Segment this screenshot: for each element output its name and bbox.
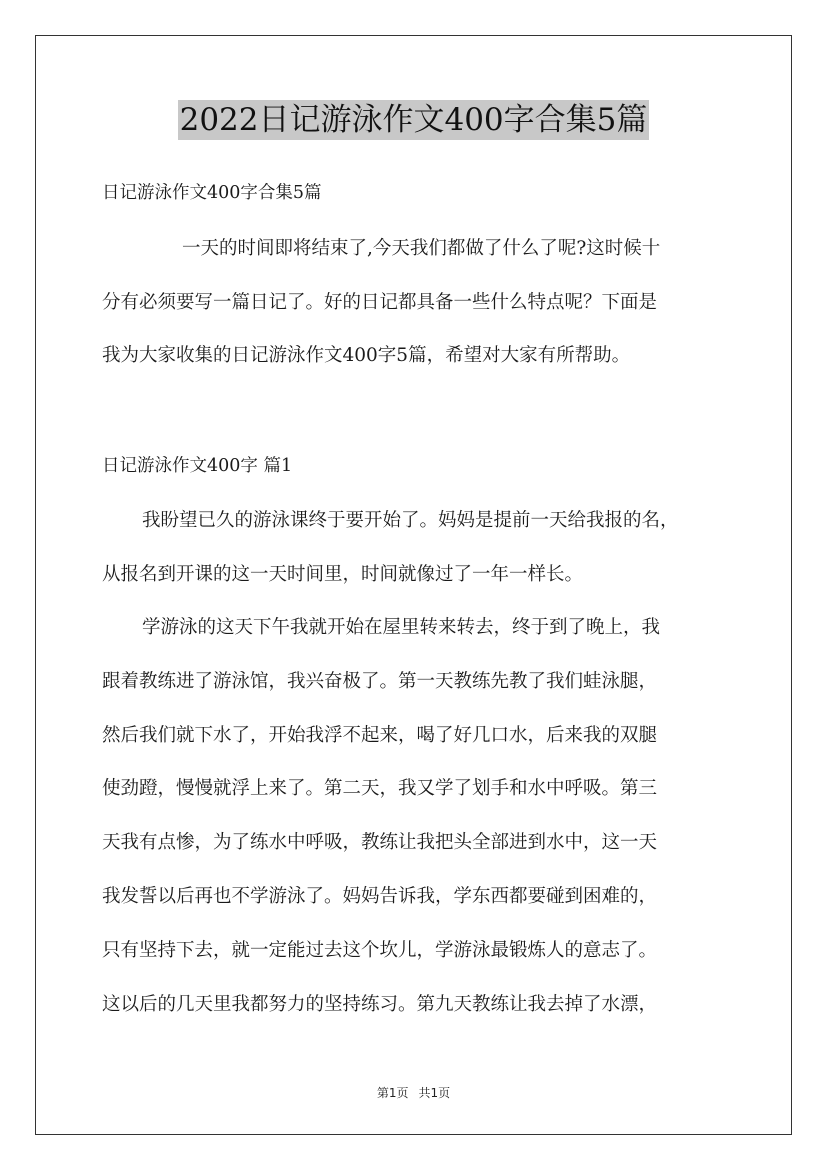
para2-line-2: 跟着教练进了游泳馆，我兴奋极了。第一天教练先教了我们蛙泳腿， <box>102 671 658 692</box>
para2-line-5: 天我有点惨，为了练水中呼吸，教练让我把头全部进到水中，这一天 <box>102 832 658 853</box>
document-title: 2022日记游泳作文400字合集5篇 <box>179 102 648 138</box>
intro-line-1: 一天的时间即将结束了,今天我们都做了什么了呢?这时候十 <box>182 238 661 259</box>
intro-line-2: 分有必须要写一篇日记了。好的日记都具备一些什么特点呢？下面是 <box>102 292 658 313</box>
para2-line-7: 只有坚持下去，就一定能过去这个坎儿，学游泳最锻炼人的意志了。 <box>102 940 658 961</box>
page-number: 第1页 <box>376 1086 409 1100</box>
para2-line-1: 学游泳的这天下午我就开始在屋里转来转去，终于到了晚上，我 <box>142 617 661 638</box>
para2-line-3: 然后我们就下水了，开始我浮不起来，喝了好几口水，后来我的双腿 <box>102 725 658 746</box>
page-total: 共1页 <box>418 1086 451 1100</box>
para2-line-4: 使劲蹬，慢慢就浮上来了。第二天，我又学了划手和水中呼吸。第三 <box>102 778 658 799</box>
para1-line-1: 我盼望已久的游泳课终于要开始了。妈妈是提前一天给我报的名， <box>142 510 679 531</box>
section-heading: 日记游泳作文400字 篇1 <box>102 456 293 476</box>
intro-line-3: 我为大家收集的日记游泳作文400字5篇，希望对大家有所帮助。 <box>102 345 631 366</box>
document-subtitle: 日记游泳作文400字合集5篇 <box>102 183 322 203</box>
para2-line-8: 这以后的几天里我都努力的坚持练习。第九天教练让我去掉了水漂， <box>102 994 658 1015</box>
title-container <box>0 100 827 140</box>
para1-line-2: 从报名到开课的这一天时间里，时间就像过了一年一样长。 <box>102 564 584 585</box>
para2-line-6: 我发誓以后再也不学游泳了。妈妈告诉我，学东西都要碰到困难的， <box>102 886 658 907</box>
page-footer <box>0 1084 827 1101</box>
